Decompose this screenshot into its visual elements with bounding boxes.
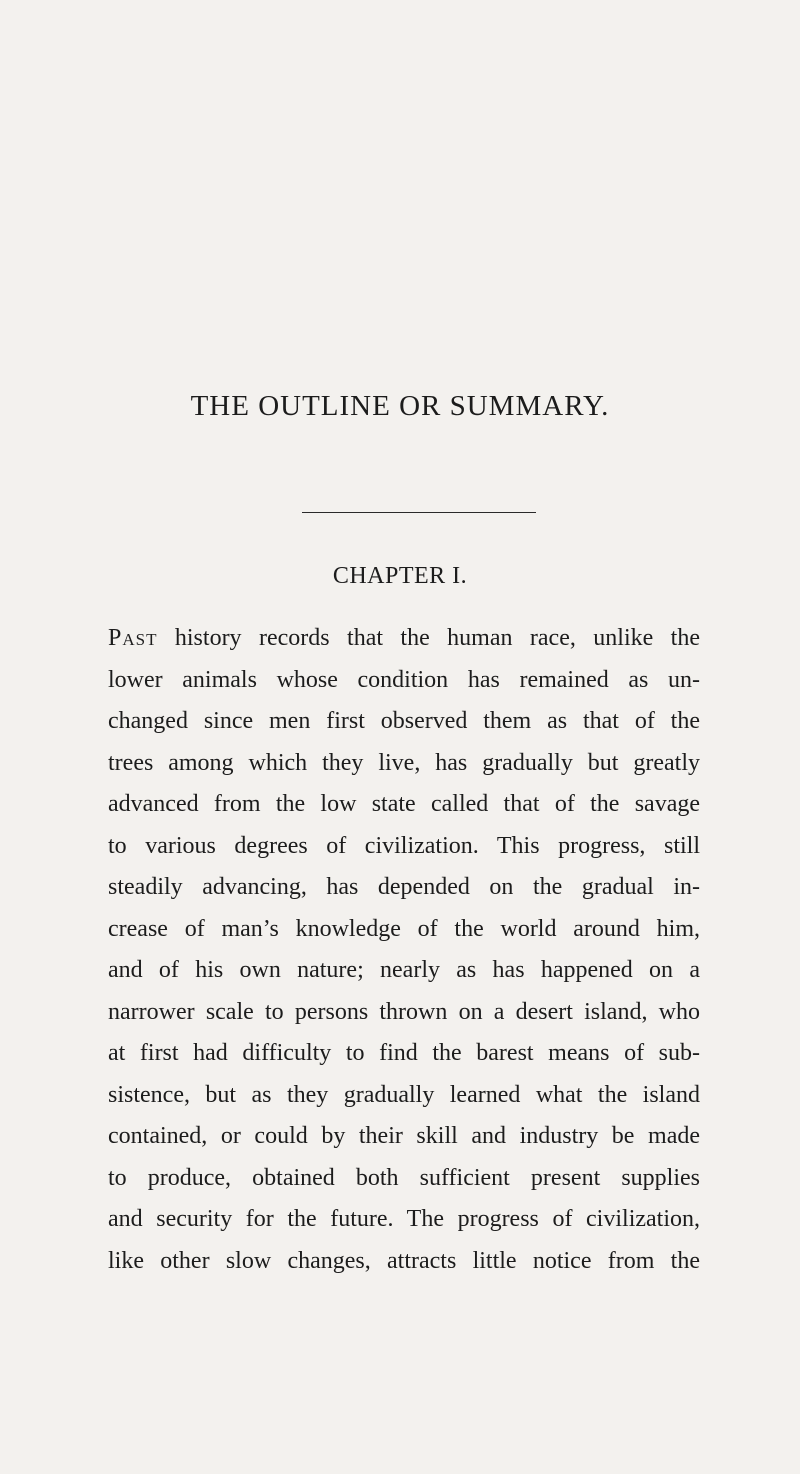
paragraph-line: changed since men first observed them as that of the — [108, 708, 700, 734]
paragraph-line-text: history records that the human race, unlike the — [157, 625, 700, 651]
paragraph-line: steadily advancing, has depended on the gradual in- — [108, 874, 700, 900]
paragraph-line: contained, or could by their skill and industry be made — [108, 1123, 700, 1149]
chapter-paragraph — [108, 618, 700, 1282]
book-title: THE OUTLINE OR SUMMARY. — [190, 390, 610, 422]
paragraph-line: crease of man’s knowledge of the world around him, — [108, 915, 700, 942]
paragraph-line: to various degrees of civilization. This progress, still — [108, 832, 700, 859]
paragraph-line: sistence, but as they gradually learned what the island — [108, 1081, 700, 1108]
paragraph-line — [108, 618, 700, 660]
paragraph-line: narrower scale to persons thrown on a desert island, who — [108, 998, 700, 1025]
paragraph-line: and of his own nature; nearly as has happened on a — [108, 957, 700, 983]
paragraph-line: advanced from the low state called that of the savage — [108, 791, 700, 817]
paragraph-line: at first had difficulty to find the barest means of sub- — [108, 1040, 700, 1066]
paragraph-line: trees among which they live, has gradually but greatly — [108, 749, 700, 776]
chapter-heading: CHAPTER I. — [332, 563, 468, 589]
paragraph-line: lower animals whose condition has remained as un- — [108, 666, 700, 693]
paragraph-first-word: Past — [108, 625, 158, 651]
title-divider — [302, 512, 536, 513]
paragraph-line: to produce, obtained both sufficient present supplies — [108, 1164, 700, 1191]
paragraph-line: and security for the future. The progress of civilization, — [108, 1206, 700, 1232]
paragraph-line: like other slow changes, attracts little notice from the — [108, 1247, 700, 1274]
